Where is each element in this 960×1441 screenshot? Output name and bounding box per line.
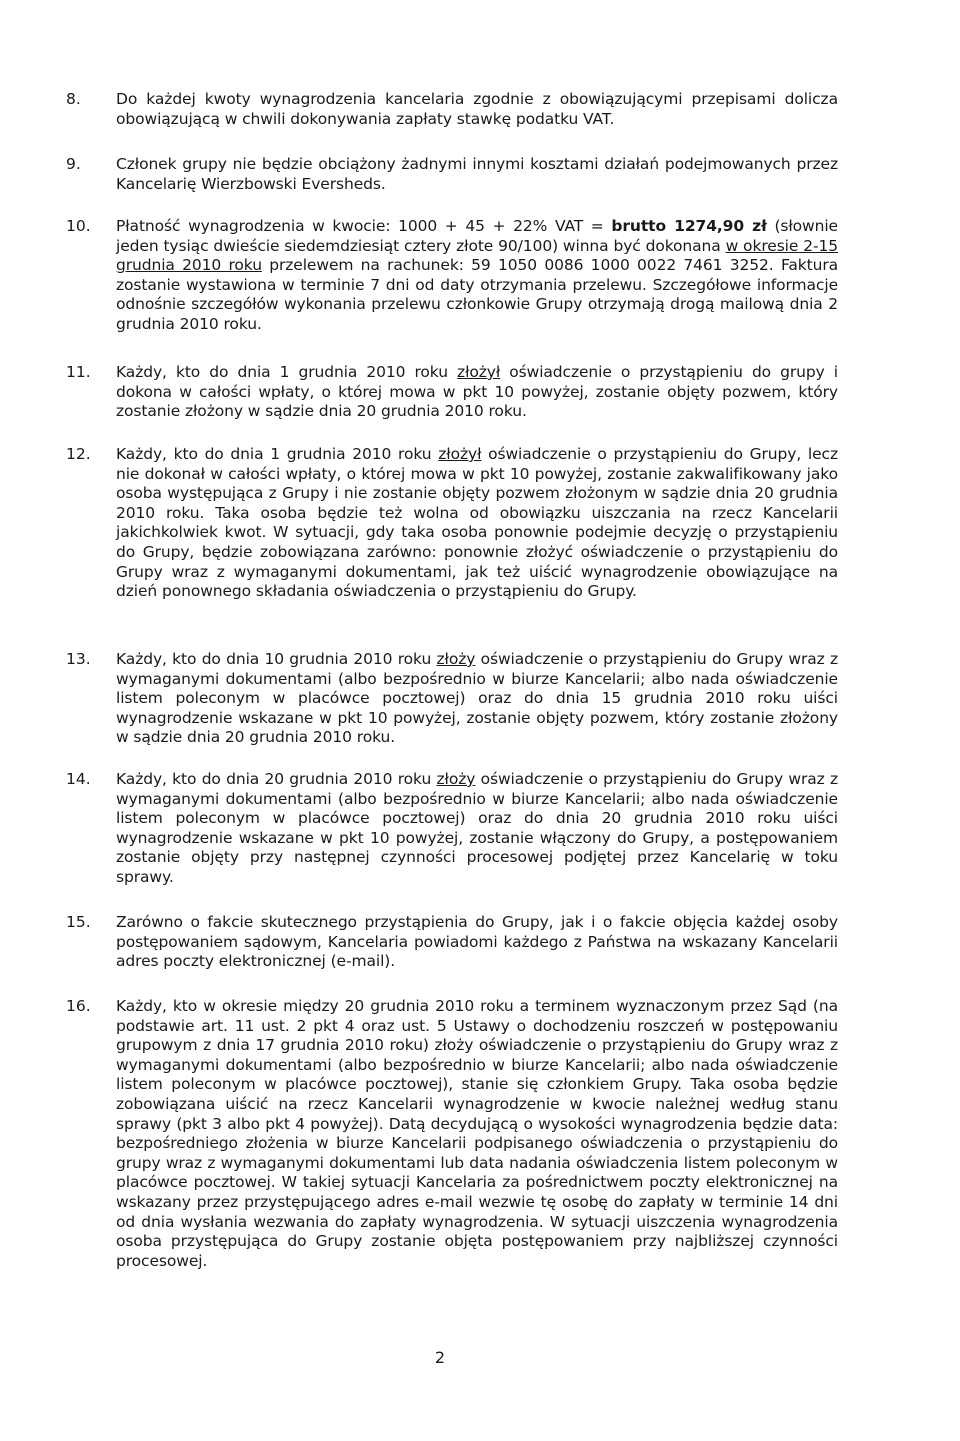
paragraph-text bbox=[116, 445, 838, 602]
paragraph-number: 14. bbox=[66, 770, 91, 788]
underlined-word: złożył bbox=[457, 363, 501, 381]
paragraph-text: Członek grupy nie będzie obciążony żadnymi innymi kosztami działań podejmowanych przez Kancelarię Wierzbowski Eversheds. bbox=[116, 155, 838, 193]
paragraph-number: 12. bbox=[66, 445, 91, 463]
paragraph-8 bbox=[66, 90, 838, 129]
text-run: oświadczenie o przystąpieniu do Grupy, lecz nie dokonał w całości wpłaty, o której mowa w pkt 10 powyżej, zostanie zakwalifikowany jako osoba występująca z Grupy i nie zostanie objęty pozwem złożonym w sądzie dnia 20 grudnia 2010 roku. Taka osoba będzie też wolna od obowiązku uiszczania na rzecz Kancelarii jakichkolwiek kwot. W sytuacji, gdy taka osoba ponownie podejmie decyzję o przystąpieniu do Grupy, będzie zobowiązana zarówno: ponownie złożyć oświadczenie o przystąpieniu do Grupy wraz z wymaganymi dokumentami, jak też uiścić wynagrodzenie obowiązujące na dzień ponownego składania oświadczenia o przystąpieniu do Grupy. bbox=[116, 445, 838, 601]
paragraph-number: 11. bbox=[66, 363, 91, 381]
text-run: Płatność wynagrodzenia w kwocie: 1000 + 45 + 22% VAT = bbox=[116, 217, 612, 235]
paragraph-11 bbox=[66, 363, 838, 422]
paragraph-number: 8. bbox=[66, 90, 81, 108]
paragraph-number: 10. bbox=[66, 217, 91, 235]
text-run: Każdy, kto do dnia 1 grudnia 2010 roku bbox=[116, 363, 458, 381]
paragraph-number: 16. bbox=[66, 997, 91, 1015]
paragraph-number: 9. bbox=[66, 155, 81, 173]
text-run: oświadczenie o przystąpieniu do Grupy wraz z wymaganymi dokumentami (albo bezpośrednio w biurze Kancelarii; albo nada oświadczenie listem poleconym w placówce pocztowej) oraz do dnia 20 grudnia 2010 roku uiści wynagrodzenie wskazane w pkt 10 powyżej, zostanie włączony do Grupy, a postępowaniem zostanie objęty przy następnej czynności procesowej podjętej przez Kancelarię w toku sprawy. bbox=[116, 770, 838, 886]
paragraph-9 bbox=[66, 155, 838, 194]
text-run: oświadczenie o przystąpieniu do Grupy wraz z wymaganymi dokumentami (albo bezpośrednio w biurze Kancelarii; albo nada oświadczenie listem poleconym w placówce pocztowej) oraz do dnia 15 grudnia 2010 roku uiści wynagrodzenie wskazane w pkt 10 powyżej, zostanie objęty pozwem, który zostanie złożony w sądzie dnia 20 grudnia 2010 roku. bbox=[116, 650, 838, 747]
paragraph-12 bbox=[66, 445, 838, 602]
paragraph-number: 13. bbox=[66, 650, 91, 668]
text-run: (słownie jeden tysiąc dwieście siedemdziesiąt cztery złote 90/100) winna być dokonana bbox=[116, 217, 838, 255]
underlined-word: złożył bbox=[438, 445, 482, 463]
paragraph-15 bbox=[66, 913, 838, 972]
paragraph-text bbox=[116, 363, 838, 422]
text-run: Każdy, kto do dnia 10 grudnia 2010 roku bbox=[116, 650, 437, 668]
paragraph-text: Każdy, kto w okresie między 20 grudnia 2010 roku a terminem wyznaczonym przez Sąd (na podstawie art. 11 ust. 2 pkt 4 oraz ust. 5 Ustawy o dochodzeniu roszczeń w postępowaniu grupowym z dnia 17 grudnia 2010 roku) złoży oświadczenie o przystąpieniu do Grupy wraz z wymaganymi dokumentami (albo bezpośrednio w biurze Kancelarii; albo nada oświadczenie listem poleconym w placówce pocztowej), stanie się członkiem Grupy. Taka osoba będzie zobowiązana uiścić na rzecz Kancelarii wynagrodzenie w kwocie należnej według stanu sprawy (pkt 3 albo pkt 4 powyżej). Datą decydującą o wysokości wynagrodzenia będzie data: bezpośredniego złożenia w biurze Kancelarii podpisanego oświadczenia o przystąpieniu do grupy wraz z wymaganymi dokumentami lub data nadania oświadczenia listem poleconym w placówce pocztowej. W takiej sytuacji Kancelaria za pośrednictwem poczty elektronicznej na wskazany przez przystępującego adres e-mail wezwie tę osobę do zapłaty w terminie 14 dni od dnia wysłania wezwania do zapłaty wynagrodzenia. W sytuacji uiszczenia wynagrodzenia osoba przystępująca do Grupy zostanie objęta postępowaniem przy najbliższej czynności procesowej. bbox=[116, 997, 838, 1270]
payment-period: w okresie 2-15 grudnia 2010 roku bbox=[116, 236, 838, 275]
page-number: 2 bbox=[434, 1348, 446, 1367]
paragraph-13 bbox=[66, 650, 838, 748]
text-run: oświadczenie o przystąpieniu do grupy i dokona w całości wpłaty, o której mowa w pkt 10 powyżej, zostanie objęty pozwem, który zostanie złożony w sądzie dnia 20 grudnia 2010 roku. bbox=[116, 363, 838, 421]
paragraph-text bbox=[116, 650, 838, 748]
paragraph-text: Zarówno o fakcie skutecznego przystąpienia do Grupy, jak i o fakcie objęcia każdej osoby postępowaniem sądowym, Kancelaria powiadomi każdego z Państwa na wskazany Kancelarii adres poczty elektronicznej (e-mail). bbox=[116, 913, 838, 971]
paragraph-text: Do każdej kwoty wynagrodzenia kancelaria zgodnie z obowiązującymi przepisami dolicza obowiązującą w chwili dokonywania zapłaty stawkę podatku VAT. bbox=[116, 90, 838, 128]
paragraph-14 bbox=[66, 770, 838, 888]
paragraph-10 bbox=[66, 217, 838, 335]
underlined-word: złoży bbox=[436, 770, 476, 788]
underlined-word: złoży bbox=[436, 650, 476, 668]
paragraph-16 bbox=[66, 997, 838, 1271]
text-run: Każdy, kto do dnia 20 grudnia 2010 roku bbox=[116, 770, 437, 788]
paragraph-text bbox=[116, 217, 838, 335]
paragraph-text bbox=[116, 770, 838, 888]
text-run: przelewem na rachunek: 59 1050 0086 1000 0022 7461 3252. Faktura zostanie wystawiona w terminie 7 dni od daty otrzymania przelewu. Szczegółowe informacje odnośnie szczegółów wykonania przelewu członkowie Grupy otrzymają drogą mailową dnia 2 grudnia 2010 roku. bbox=[116, 256, 838, 333]
text-run: Każdy, kto do dnia 1 grudnia 2010 roku bbox=[116, 445, 439, 463]
paragraph-number: 15. bbox=[66, 913, 91, 931]
gross-amount: brutto 1274,90 zł bbox=[611, 217, 767, 235]
